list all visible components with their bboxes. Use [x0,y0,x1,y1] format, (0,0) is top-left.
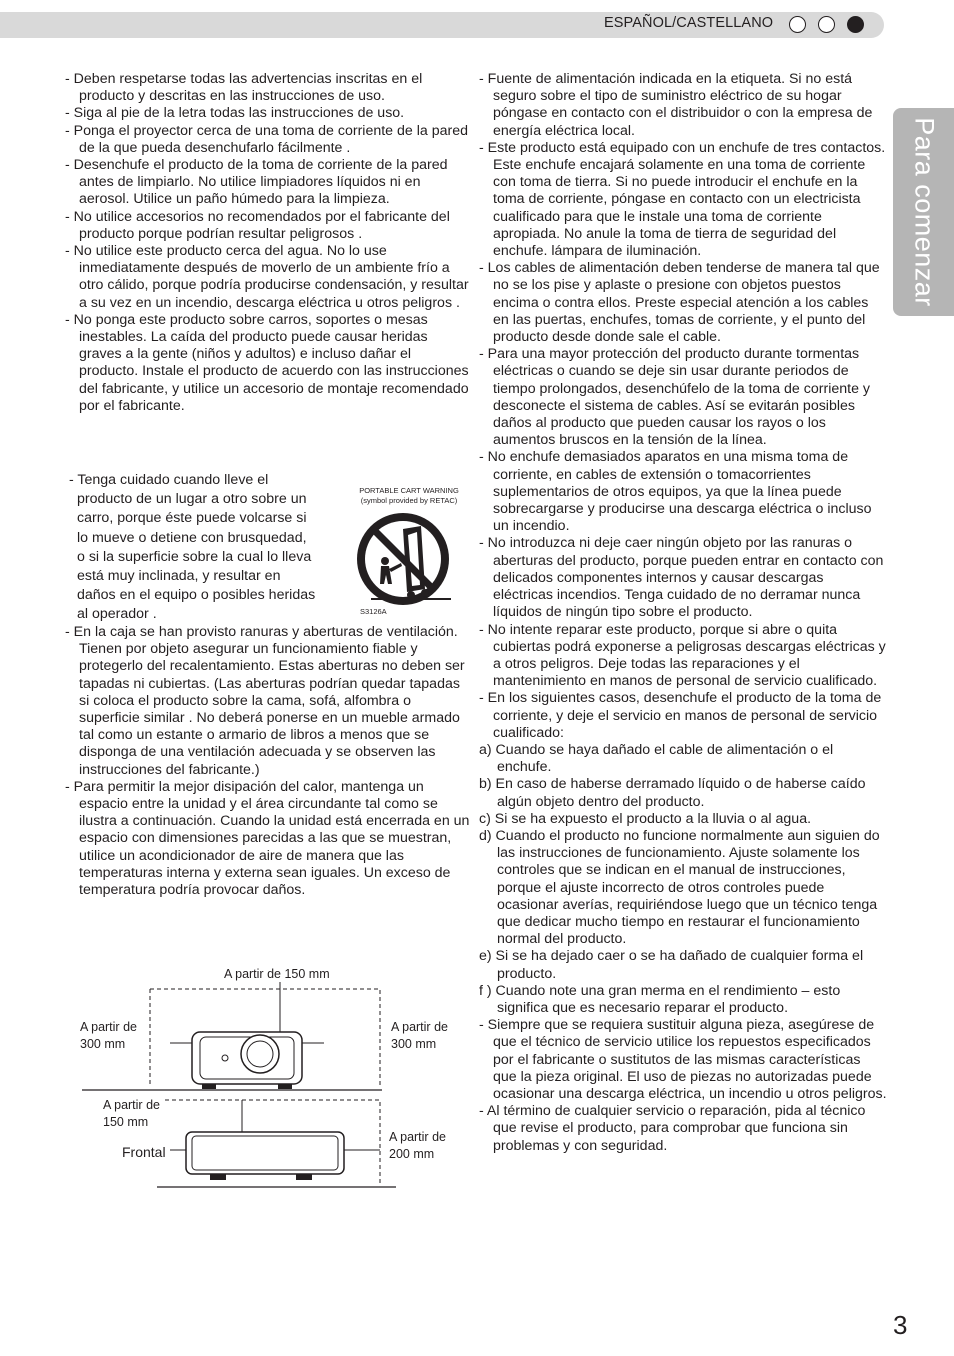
list-item: - Este producto está equipado con un enchufe de tres contactos. Este enchufe encajará solamente en una toma de corriente con toma de tierra. Si no puede introducir el enchufe en la toma de corriente, póngase en contacto con un electricista cualificado para que le instale una toma de corriente apropiada. No anule la toma de tierra de seguridad del enchufe. lámpara de iluminación. [479,139,886,260]
list-item: - En los siguientes casos, desenchufe el producto de la toma de corriente, y deje el servicio en manos de personal de servicio cualificado: [479,690,882,741]
right-column [479,71,887,1155]
step-dot-3-icon [847,16,864,33]
list-item: - No utilice accesorios no recomendados por el fabricante del producto porque podrían resultar peligrosos . [65,208,450,242]
diagram-label-top: A partir de 150 mm [224,967,330,981]
sub-item: d) Cuando el producto no funcione normalmente aun siguien do las instrucciones de funcionamiento. Ajuste solamente los controles que se indican en el manual de instrucciones, porque el ajuste incorrecto de otros controles puede ocasionar averías, requiriéndose luego que un técnico tenga que dedicar mucho tiempo en restaurar el funcionamiento normal del producto. [479,827,880,948]
diagram-label-right [391,1019,448,1053]
language-label: ESPAÑOL/CASTELLANO [604,15,774,31]
step-dot-2-icon [818,16,835,33]
list-item: - Los cables de alimentación deben tenderse de manera tal que no se los pise y aplaste o presione con objetos puestos encima o contra ellos. Preste especial atención a los cables en las puertas, enchufes, tomas de corriente, y el punto del producto desde donde sale el cable. [479,260,880,346]
cart-line: lo mueve o detiene con brusquedad, [77,529,307,546]
cart-line: está muy inclinada, y resultar en [77,568,281,585]
projector-front-view-icon [186,1132,344,1174]
sub-item: e) Si se ha dejado caer o se ha dañado de cualquier forma el producto. [479,948,864,982]
diagram-label-left [80,1019,137,1053]
list-item: - Desenchufe el producto de la toma de corriente de la pared antes de limpiarlo. No utilice limpiadores líquidos ni en aerosol. Utilice un paño húmedo para la limpieza. [65,157,448,208]
list-item: - No ponga este producto sobre carros, soportes o mesas inestables. La caída del producto puede causar heridas graves a la gente (niños y adultos) e incluso dañar el producto. Instale el producto de acuerdo con las instrucciones del fabricante, y utilice un accesorio de montaje recomendado por el fabricante. [65,311,469,414]
section-tab [893,108,954,316]
step-dot-1-icon [789,16,806,33]
page-number: 3 [893,1310,908,1340]
diagram-label-right-line: A partir de [391,1020,448,1034]
list-item: - Para permitir la mejor disipación del calor, mantenga un espacio entre la unidad y el área circundante tal como se ilustra a continuación. Cuando la unidad está encerrada en un espacio con dimensiones parecidas a las que se muestran, utilice un acondicionador de aire de manera que las temperaturas interna y externa sean iguales. Un exceso de temperatura podría provocar daños. [65,778,470,899]
cart-warning-text [69,471,349,625]
cart-warning-title-line: PORTABLE CART WARNING [359,486,459,495]
list-item: - Siempre que se requiera sustituir alguna pieza, asegúrese de que el técnico de servicio utilice los repuestos especificados por el fabricante o sustitutos de las mismas características que la pieza original. El uso de piezas no autorizadas puede ocasionar una descarga eléctrica, un incendio u otros peligros. [479,1017,887,1102]
cart-line: carro, porque éste puede volcarse si [77,510,307,527]
list-item: - No utilice este producto cerca del agua. No lo use inmediatamente después de moverlo de un ambiente frío a otro cálido, porque podría producirse condensación, y resultar a su vez en un incendio, descarga eléctrica u otros peligros . [65,243,469,311]
list-item: - Al término de cualquier servicio o reparación, pida al técnico que revise el producto, para comprobar que funciona sin problemas y con seguridad. [479,1103,866,1154]
list-item: - Deben respetarse todas las advertencias inscritas en el producto y descritas en las instrucciones de uso. [65,71,423,105]
cart-warning-title [353,486,465,506]
diagram-label-front-top-line: 150 mm [103,1115,149,1129]
tipping-cart-warning-icon [355,509,455,609]
list-item: - En la caja se han provisto ranuras y aberturas de ventilación. Tienen por objeto asegurar un funcionamiento fiable y protegerlo del recalentamiento. Estas aberturas no deben ser tapadas ni cubiertas. (Las aberturas podrían quedar tapadas si coloca el producto sobre la cama, sofá, alfombra o superficie similar . No deberá ponerse en un mueble armado tal como un estante o armario de libros a menos que se disponga de una ventilación adecuada y se observen las instrucciones del fabricante.) [65,624,465,778]
diagram-label-left-line: A partir de [80,1020,137,1034]
sub-item: c) Si se ha expuesto el producto a la lluvia o al agua. [479,810,812,827]
cart-line: o si la superficie sobre la cual lo lleva [77,548,312,565]
diagram-label-right-line: 300 mm [391,1037,437,1051]
cart-warning-code: S3126A [360,607,387,616]
list-item: - No intente reparar este producto, porque si abre o quita cubiertas podrá exponerse a peligrosas descargas eléctricas y a otros peligros. Deje todas las reparaciones y el mantenimiento en manos de personal de servicio cualificado. [479,621,886,690]
diagram-label-left-line: 300 mm [80,1037,126,1051]
cart-line: producto de un lugar a otro sobre un [77,491,307,508]
section-tab-label: Para comenzar [909,117,939,307]
diagram-label-front: Frontal [122,1144,166,1160]
diagram-label-front-right [389,1129,446,1163]
cart-line: al operador . [77,606,157,623]
diagram-label-front-right-line: A partir de [389,1130,446,1144]
sub-item: a) Cuando se haya dañado el cable de alimentación o el enchufe. [479,741,834,776]
list-item: - Para una mayor protección del producto durante tormentas eléctricas o cuando se deje sin usar durante periodos de tiempo prolongados, desenchúfelo de la toma de corriente y desconecte el sistema de cables. Así se evitarán posibles daños al producto que pueden causar los rayos o los aumentos bruscos en la tensión de la línea. [479,346,870,449]
cart-line: - Tenga cuidado cuando lleve el [69,472,269,488]
cart-line: daños en el equipo o posibles heridas [77,587,316,604]
left-column [65,71,471,415]
left-column-bottom [65,624,471,899]
diagram-label-front-top [103,1097,160,1131]
list-item: - No introduzca ni deje caer ningún objeto por las ranuras o aberturas del producto, porque pueden entrar en contacto con delicados componentes internos y causar descargas eléctricas incendios. Tenga cuidado de no derramar nunca líquidos de ningún tipo sobre el producto. [479,535,884,621]
diagram-label-front-right-line: 200 mm [389,1147,435,1161]
list-item: - Ponga el proyector cerca de una toma de corriente de la pared de la que pueda desenchufarlo fácilmente . [65,122,469,156]
diagram-label-front-top-line: A partir de [103,1098,160,1112]
list-item: - Siga al pie de la letra todas las instrucciones de uso. [65,105,405,122]
list-item: - Fuente de alimentación indicada en la etiqueta. Si no está seguro sobre el tipo de suministro eléctrico de su hogar póngase en contacto con el distribuidor o con la empresa de energía eléctrica local. [479,71,873,139]
clearance-diagram [70,960,410,1195]
sub-item: b) En caso de haberse derramado líquido o de haberse caído algún objeto dentro del producto. [479,776,866,810]
list-item: - No enchufe demasiados aparatos en una misma toma de corriente, en cables de extensión o tomacorrientes suplementarios de otros equipos, ya que la línea puede sobrecargarse y producirse una descarga eléctrica o incluso un incendio. [479,449,872,535]
cart-warning-subtitle-line: (symbol provided by RETAC) [360,496,458,505]
sub-item: f ) Cuando note una gran merma en el rendimiento – esto significa que es necesario reparar el producto. [479,982,841,1016]
